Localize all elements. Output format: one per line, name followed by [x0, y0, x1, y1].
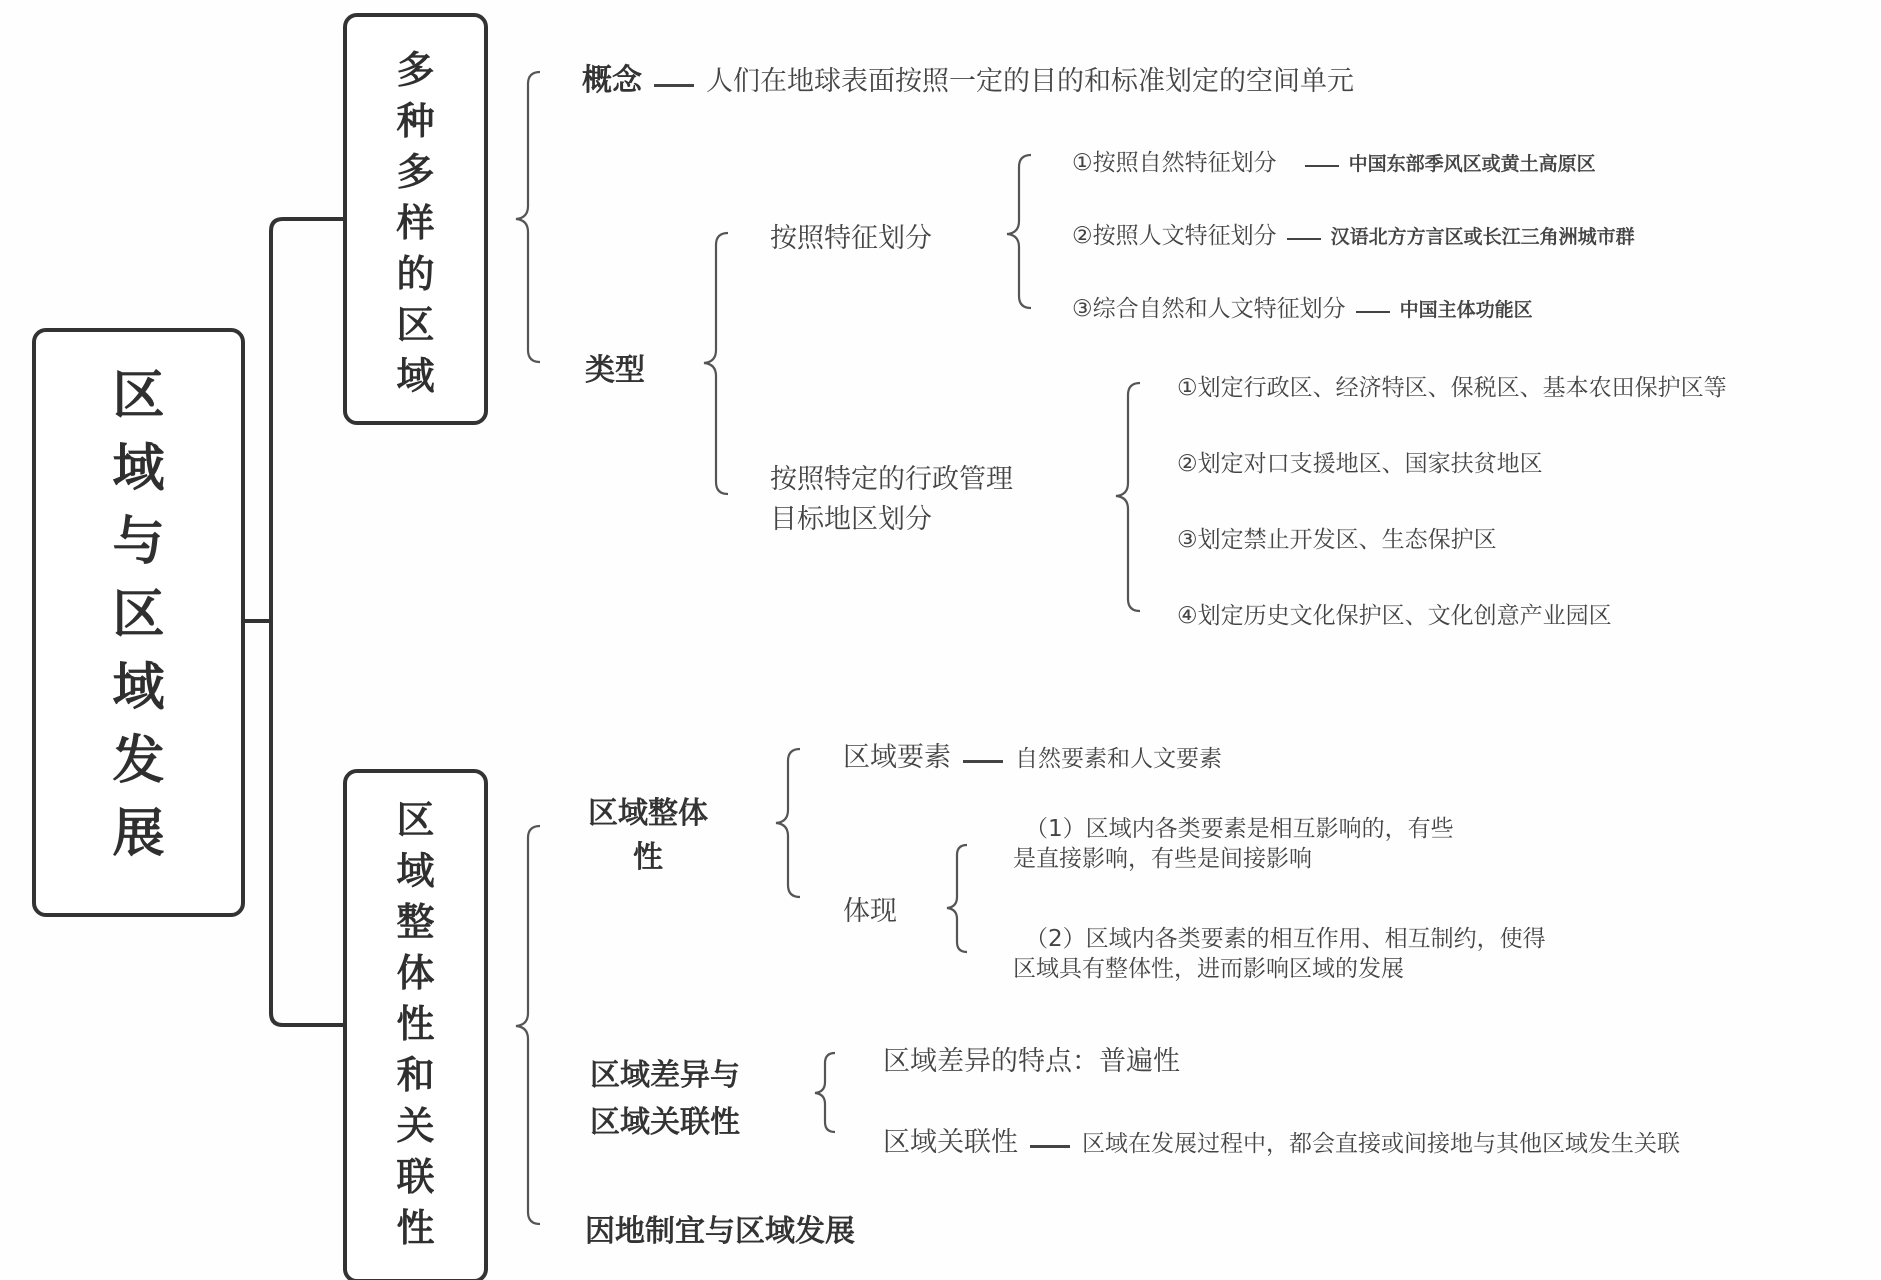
dash-connector	[963, 760, 1003, 763]
elements-text: 自然要素和人文要素	[1015, 746, 1222, 772]
relation-text: 区域在发展过程中，都会直接或间接地与其他区域发生关联	[1082, 1131, 1680, 1157]
difference-label-line1: 区域差异与	[590, 1058, 740, 1093]
dash-connector	[654, 84, 694, 87]
dash-connector	[1305, 165, 1339, 167]
brace-branch2	[516, 826, 540, 1224]
branch-char: 区	[396, 303, 435, 347]
by-admin-label-line1: 按照特定的行政管理	[770, 464, 1013, 495]
concept-text: 人们在地球表面按照一定的目的和标准划定的空间单元	[706, 66, 1354, 97]
relation-row	[883, 1120, 1680, 1159]
by-admin-label	[770, 460, 1013, 540]
branch-connector	[271, 219, 343, 1025]
branch-char: 整	[396, 900, 435, 944]
feature-item	[1072, 217, 1635, 250]
feature-item-example: 中国东部季风区或黄土高原区	[1348, 153, 1596, 175]
relation-label: 区域关联性	[883, 1127, 1018, 1158]
branch-char: 样	[396, 201, 435, 245]
by-admin-label-line2: 目标地区划分	[770, 504, 932, 535]
feature-item-text: ①按照自然特征划分	[1072, 150, 1277, 176]
integrity-label-line2: 性	[633, 840, 663, 875]
root-char: 域	[112, 658, 165, 718]
integrity-label	[588, 792, 708, 880]
integrity-label-line1: 区域整体	[588, 796, 708, 831]
manifest-item-line2: 区域具有整体性，进而影响区域的发展	[1013, 956, 1404, 982]
brace-by-feature	[1007, 155, 1031, 308]
difference-feature: 区域差异的特点：普遍性	[883, 1046, 1180, 1077]
branch-char: 和	[396, 1053, 435, 1097]
dash-connector	[1356, 311, 1390, 313]
brace-types	[704, 233, 728, 494]
root-char: 发	[112, 731, 165, 791]
dash-connector	[1030, 1145, 1070, 1148]
root-char: 展	[112, 804, 165, 864]
root-char: 区	[112, 585, 165, 645]
concept-row	[582, 55, 1354, 99]
admin-item: ②划定对口支援地区、国家扶贫地区	[1177, 451, 1543, 477]
branch-char: 域	[396, 354, 435, 398]
manifest-item	[1013, 924, 1546, 984]
branch-char: 多	[396, 48, 435, 92]
feature-item-example: 汉语北方方言区或长江三角洲城市群	[1330, 226, 1635, 248]
branch-char: 关	[396, 1104, 435, 1148]
manifest-item-line1: （2）区域内各类要素的相互作用、相互制约，使得	[1025, 926, 1546, 952]
manifest-label: 体现	[843, 896, 897, 927]
brace-branch1	[516, 72, 540, 362]
root-char: 域	[112, 439, 165, 499]
feature-item-text: ②按照人文特征划分	[1072, 223, 1277, 249]
difference-label-line2: 区域关联性	[590, 1105, 740, 1140]
brace-difference	[815, 1053, 835, 1132]
branch-char: 域	[396, 849, 435, 893]
brace-manifest	[947, 845, 967, 952]
types-label: 类型	[585, 353, 645, 388]
manifest-item-line1: （1）区域内各类要素是相互影响的，有些	[1025, 816, 1454, 842]
difference-label	[590, 1052, 740, 1146]
feature-item	[1072, 290, 1533, 323]
feature-item-example: 中国主体功能区	[1399, 299, 1533, 321]
admin-item: ③划定禁止开发区、生态保护区	[1177, 527, 1497, 553]
brace-integrity	[776, 749, 800, 897]
admin-item: ①划定行政区、经济特区、保税区、基本农田保护区等	[1177, 375, 1727, 401]
brace-by-admin	[1116, 383, 1140, 611]
feature-item	[1072, 144, 1596, 177]
elements-label: 区域要素	[843, 742, 951, 773]
root-node	[32, 328, 245, 917]
branch-char: 体	[396, 951, 435, 995]
adaptation-label: 因地制宜与区域发展	[585, 1214, 855, 1249]
branch-char: 性	[396, 1206, 435, 1250]
admin-item: ④划定历史文化保护区、文化创意产业园区	[1177, 603, 1612, 629]
branch-char: 联	[396, 1155, 435, 1199]
concept-label: 概念	[582, 63, 642, 98]
branch-node-diverse-regions	[343, 13, 488, 425]
root-char: 区	[112, 366, 165, 426]
manifest-item	[1013, 814, 1454, 874]
branch-char: 性	[396, 1002, 435, 1046]
root-char: 与	[112, 512, 165, 572]
branch-char: 多	[396, 150, 435, 194]
by-feature-label: 按照特征划分	[770, 223, 932, 254]
feature-item-text: ③综合自然和人文特征划分	[1072, 296, 1346, 322]
elements-row	[843, 735, 1222, 774]
branch-char: 区	[396, 798, 435, 842]
dash-connector	[1287, 238, 1321, 240]
branch-char: 的	[396, 252, 435, 296]
manifest-item-line2: 是直接影响，有些是间接影响	[1013, 846, 1312, 872]
branch-char: 种	[396, 99, 435, 143]
branch-node-integrity-relevance	[343, 769, 488, 1280]
